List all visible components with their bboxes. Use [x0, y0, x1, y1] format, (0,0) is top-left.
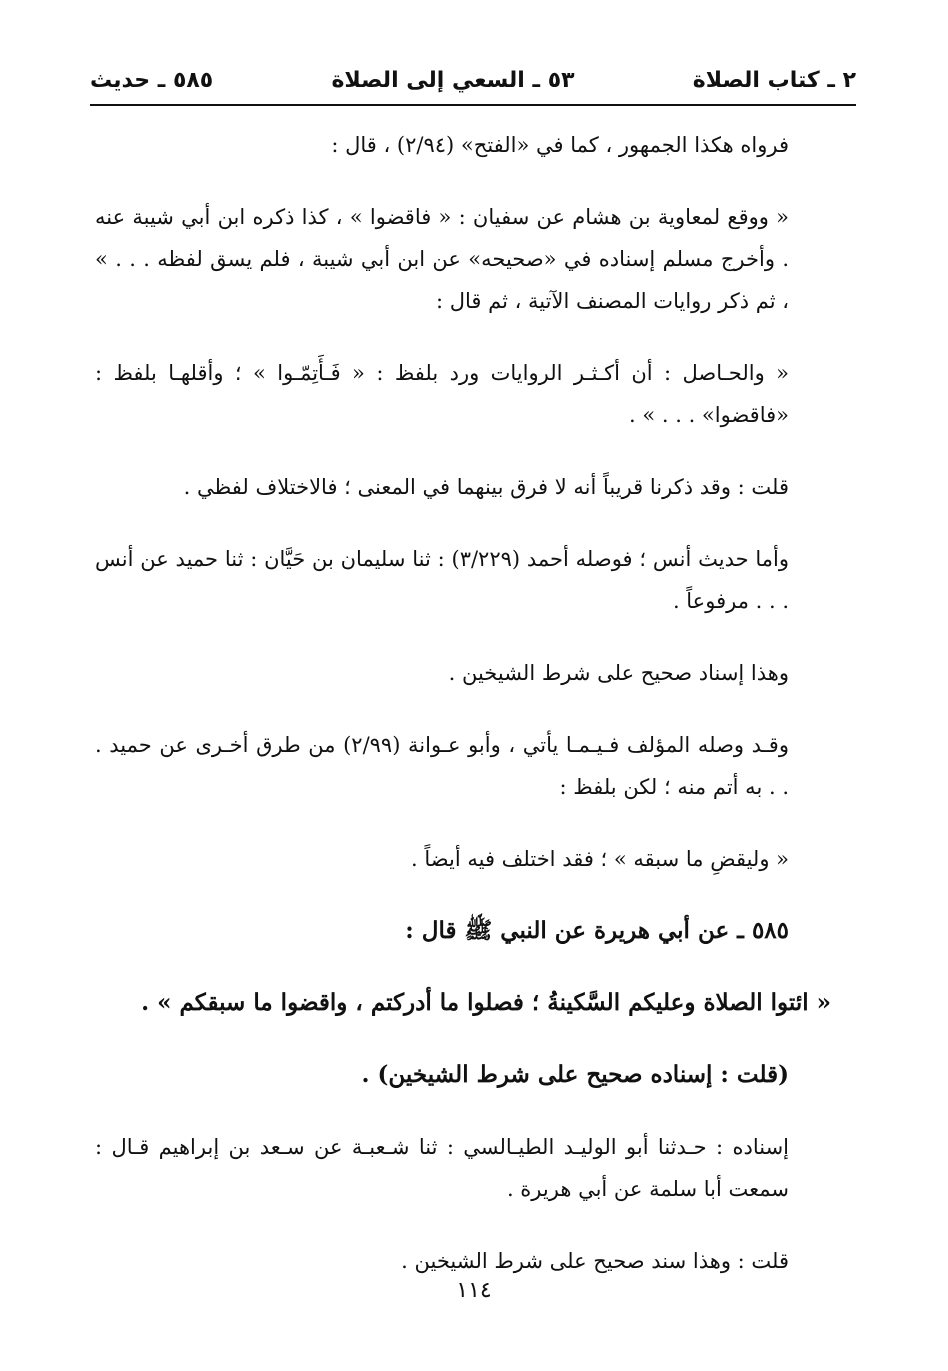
- header-section: ٥٣ ـ السعي إلى الصلاة: [331, 67, 575, 93]
- paragraph-walyaqdi: « وليقضِ ما سبقه » ؛ فقد اختلف فيه أيضاً .: [411, 847, 789, 871]
- paragraph-isnad: إسناده : حـدثنا أبو الوليـد الطيـالسي : ثنا شـعبـة عن سـعد بن إبراهيم قـال : سمعت أبا سلمة عن أبي هريرة .: [95, 1135, 789, 1201]
- hadith-grading: (قلت : إسناده صحيح على شرط الشيخين) .: [361, 1061, 789, 1088]
- paragraph-final-note: قلت : وهذا سند صحيح على شرط الشيخين .: [401, 1249, 789, 1273]
- header-hadith: ٥٨٥ ـ حديث: [90, 67, 214, 93]
- page-number: ١١٤: [456, 1278, 492, 1303]
- paragraph-isnad-sahih: وهذا إسناد صحيح على شرط الشيخين .: [448, 661, 789, 685]
- hadith-heading: ٥٨٥ ـ عن أبي هريرة عن النبي ﷺ قال :: [405, 917, 789, 944]
- header-rule: [90, 104, 856, 106]
- paragraph-anas: وأما حديث أنس ؛ فوصله أحمد (٣/٢٢٩) : ثنا سليمان بن حَيَّان : ثنا حميد عن أنس . . . مرفوعاً .: [95, 547, 789, 613]
- paragraph-muawiya: « ووقع لمعاوية بن هشام عن سفيان : « فاقضوا » ، كذا ذكره ابن أبي شيبة عنه . وأخرج مسلم إسناده في «صحيحه» عن ابن أبي شيبة ، فلم يسق لفظه . . . » ، ثم ذكر روايات المصنف الآتية ، ثم قال :: [95, 205, 789, 313]
- header-chapter: ٢ ـ كتاب الصلاة: [692, 67, 856, 93]
- paragraph-fath: فرواه هكذا الجمهور ، كما في «الفتح» (٢/٩٤) ، قال :: [331, 133, 789, 157]
- hadith-text: « ائتوا الصلاة وعليكم السَّكينةُ ؛ فصلوا ما أدركتم ، واقضوا ما سبقكم » .: [141, 989, 831, 1016]
- paragraph-wasalahu: وقـد وصله المؤلف فـيـمـا يأتي ، وأبو عـوانة (٢/٩٩) من طرق أخـرى عن حميد . . . به أتم منه ؛ لكن بلفظ :: [95, 733, 789, 799]
- page-body: [95, 124, 831, 1312]
- running-header: [90, 62, 856, 98]
- paragraph-conclusion: « والحـاصل : أن أكـثـر الروايات ورد بلفظ : « فَـأَتِمّـوا » ؛ وأقلهـا بلفظ : «فاقضوا» . . . » .: [95, 361, 789, 427]
- paragraph-note: قلت : وقد ذكرنا قريباً أنه لا فرق بينهما في المعنى ؛ فالاختلاف لفظي .: [183, 475, 789, 499]
